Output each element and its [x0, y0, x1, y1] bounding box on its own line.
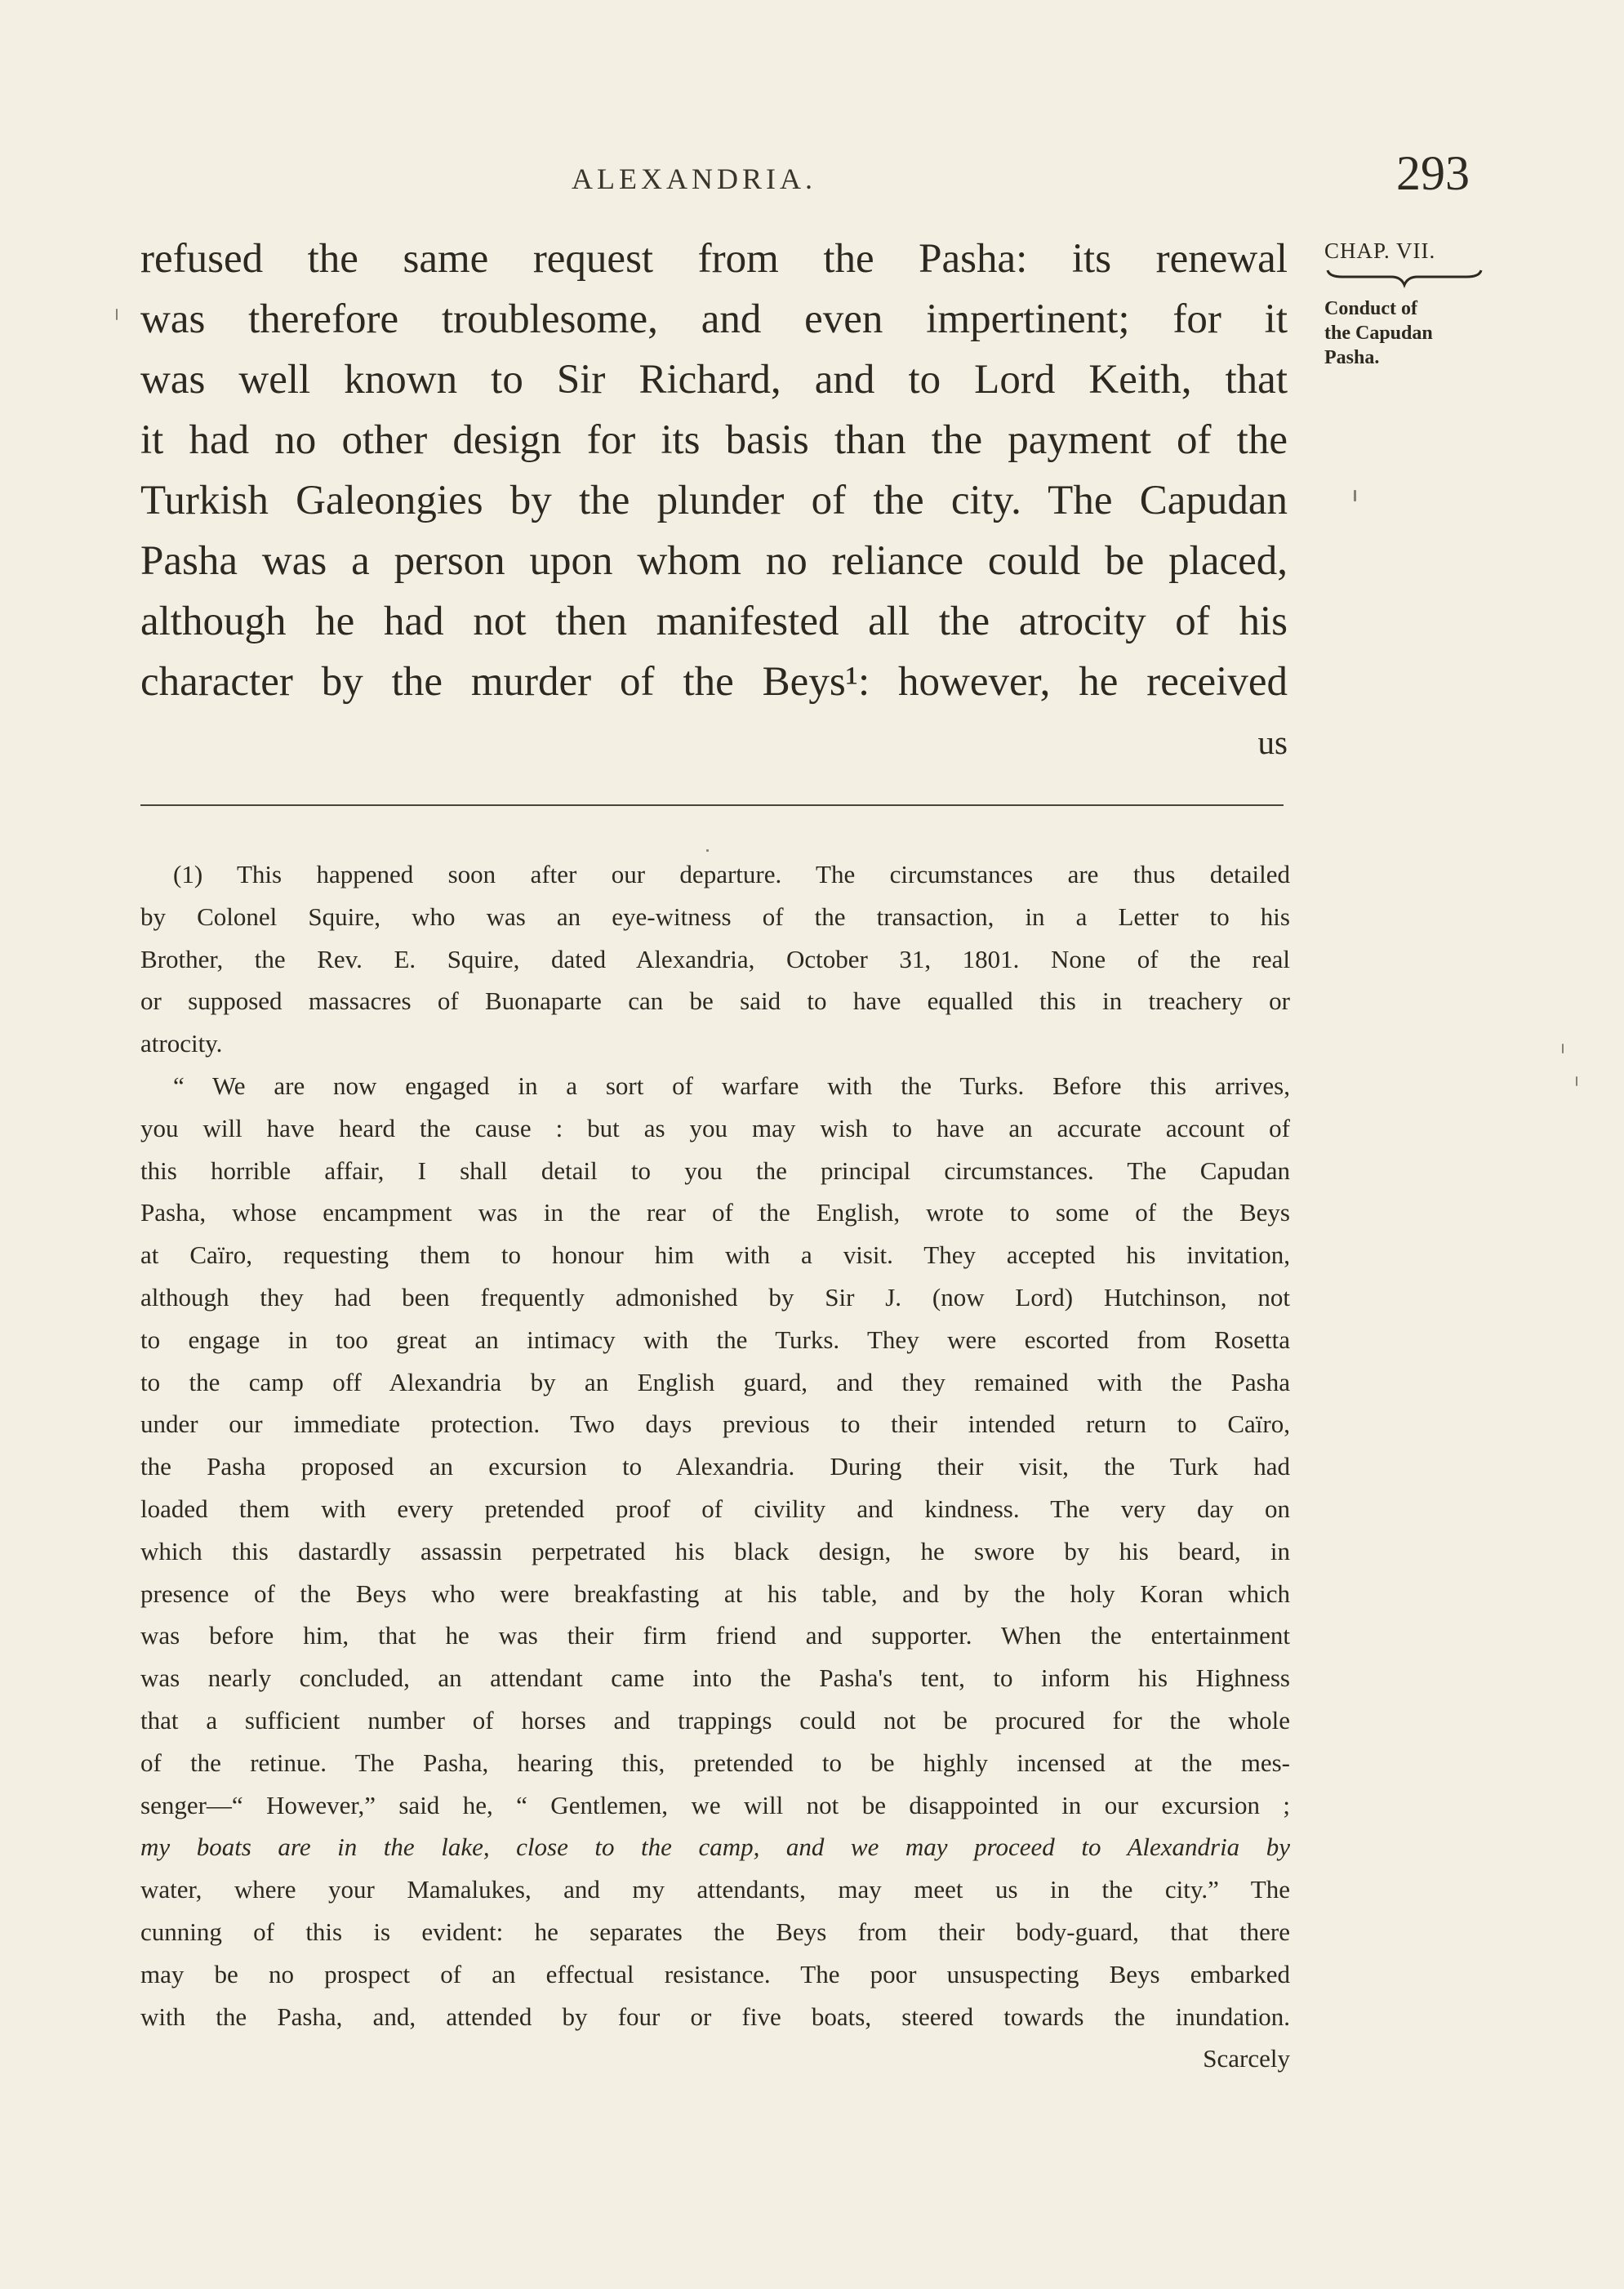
footnote-line: senger—“ However,” said he, “ Gentlemen, we will not be disappointed in our excursion ; — [140, 1790, 1290, 1819]
footnote-line: “ We are now engaged in a sort of warfare with the Turks. Before this arrives, — [173, 1071, 1290, 1100]
footnote-line: was nearly concluded, an attendant came into the Pasha's tent, to inform his Highness — [140, 1663, 1290, 1693]
sidenote-line: Conduct of — [1324, 298, 1418, 319]
footnote-line: may be no prospect of an effectual resistance. The poor unsuspecting Beys embarked — [140, 1959, 1290, 1988]
sidenote-line: the Capudan — [1324, 323, 1433, 344]
main-text-line — [140, 229, 1288, 289]
footnote-line: Brother, the Rev. E. Squire, dated Alexandria, October 31, 1801. None of the real — [140, 944, 1290, 973]
footnote-line: the Pasha proposed an excursion to Alexandria. During their visit, the Turk had — [140, 1452, 1290, 1481]
main-text-line — [140, 591, 1288, 652]
footnote-line: by Colonel Squire, who was an eye-witness of the transaction, in a Letter to his — [140, 902, 1290, 931]
paper-speck — [116, 309, 118, 320]
main-text-line — [140, 410, 1288, 470]
footnote-line: to the camp off Alexandria by an English guard, and they remained with the Pasha — [140, 1367, 1290, 1396]
main-text-line-content: was well known to Sir Richard, and to Lord Keith, that — [140, 357, 1288, 403]
main-catchword: us — [1257, 724, 1288, 761]
footnote-line: atrocity. — [140, 1029, 223, 1058]
paper-speck — [1576, 1076, 1577, 1086]
footnote-block — [140, 853, 1290, 2080]
footnote-line: that a sufficient number of horses and trappings could not be procured for the whole — [140, 1705, 1290, 1735]
paper-speck — [1562, 1044, 1564, 1053]
main-text-line-content: although he had not then manifested all the atrocity of his — [140, 599, 1288, 644]
main-text-line — [140, 470, 1288, 531]
main-text-line-content: Pasha was a person upon whom no reliance could be placed, — [140, 538, 1288, 584]
running-title: ALEXANDRIA. — [572, 163, 816, 195]
footnote-line: under our immediate protection. Two days previous to their intended return to Caïro, — [140, 1409, 1290, 1439]
sidenote-line: Pasha. — [1324, 347, 1380, 368]
brace-ornament-icon — [1324, 265, 1484, 290]
main-text-line-content: refused the same request from the Pasha: its renewal — [140, 236, 1288, 282]
paper-speck — [706, 849, 709, 852]
chapter-label: CHAP. VII. — [1324, 238, 1436, 263]
main-text-line — [140, 652, 1288, 712]
footnote-line: or supposed massacres of Buonaparte can be said to have equalled this in treachery or — [140, 986, 1290, 1016]
margin-notes — [1324, 238, 1488, 370]
footnote-line: this horrible affair, I shall detail to you the principal circumstances. The Capudan — [140, 1156, 1290, 1185]
footnote-line: to engage in too great an intimacy with the Turks. They were escorted from Rosetta — [140, 1325, 1290, 1354]
footnote-line: although they had been frequently admonished by Sir J. (now Lord) Hutchinson, not — [140, 1282, 1290, 1311]
footnote-rule — [140, 804, 1284, 806]
footnote-line: my boats are in the lake, close to the camp, and we may proceed to Alexandria by — [140, 1833, 1290, 1862]
main-text-line-content: it had no other design for its basis than the payment of the — [140, 417, 1288, 463]
footnote-line: water, where your Mamalukes, and my attendants, may meet us in the city.” The — [140, 1875, 1290, 1904]
page-number: 293 — [1396, 146, 1470, 200]
main-text-line-content: was therefore troublesome, and even impertinent; for it — [140, 296, 1288, 342]
main-text-line-content: Turkish Galeongies by the plunder of the city. The Capudan — [140, 478, 1288, 523]
footnote-line: you will have heard the cause : but as you may wish to have an accurate account of — [140, 1113, 1290, 1142]
footnote-line: presence of the Beys who were breakfasting at his table, and by the holy Koran which — [140, 1579, 1290, 1608]
main-text — [140, 229, 1288, 773]
footnote-line: of the retinue. The Pasha, hearing this, pretended to be highly incensed at the mes- — [140, 1748, 1290, 1777]
main-text-line — [140, 350, 1288, 410]
main-text-line — [140, 289, 1288, 350]
main-text-line — [140, 531, 1288, 591]
footnote-catchword: Scarcely — [1203, 2044, 1290, 2073]
main-text-line-content: character by the murder of the Beys¹: however, he received — [140, 659, 1288, 705]
footnote-line: loaded them with every pretended proof of civility and kindness. The very day on — [140, 1494, 1290, 1523]
footnote-line: which this dastardly assassin perpetrated his black design, he swore by his beard, in — [140, 1536, 1290, 1565]
footnote-line: cunning of this is evident: he separates the Beys from their body-guard, that there — [140, 1917, 1290, 1946]
paper-speck — [1354, 490, 1356, 501]
footnote-line: (1) This happened soon after our departure. The circumstances are thus detailed — [173, 860, 1290, 888]
footnote-line: at Caïro, requesting them to honour him with a visit. They accepted his invitation, — [140, 1240, 1290, 1270]
footnote-line: Pasha, whose encampment was in the rear of the English, wrote to some of the Beys — [140, 1198, 1290, 1227]
running-head — [0, 146, 1624, 204]
footnote-line: with the Pasha, and, attended by four or five boats, steered towards the inundation. — [140, 2002, 1290, 2031]
footnote-line: was before him, that he was their firm friend and supporter. When the entertainment — [140, 1621, 1290, 1650]
